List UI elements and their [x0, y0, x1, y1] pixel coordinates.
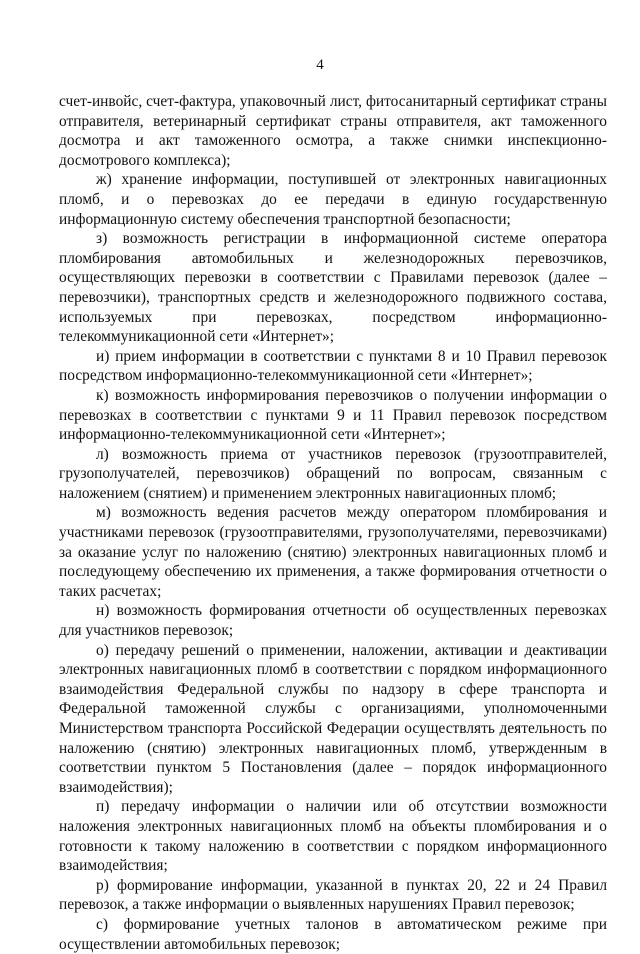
- paragraph: к) возможность информирования перевозчиков о получении информации о перевозках в соответствии с пунктами 9 и 11 Правил перевозок посредством информационно-телекоммуникационной сети «Интернет»;: [59, 386, 607, 444]
- paragraph: з) возможность регистрации в информационной системе оператора пломбирования автомобильных и железнодорожных перевозчиков, осуществляющих перевозки в соответствии с Правилами перевозок (далее – перевозчики), транспортных средств и железнодорожного подвижного состава, используемых при перевозках, посредством информационно-телекоммуникационной сети «Интернет»;: [59, 230, 607, 346]
- paragraph: ж) хранение информации, поступившей от электронных навигационных пломб, и о перевозках до ее передачи в единую государственную информационную систему обеспечения транспортной безопасности;: [59, 171, 607, 228]
- page-number: 4: [316, 57, 324, 73]
- paragraph: н) возможность формирования отчетности об осуществленных перевозках для участников перевозок;: [59, 602, 607, 640]
- paragraph: м) возможность ведения расчетов между оператором пломбирования и участниками перевозок (грузоотправителями, грузополучателями, перевозчиками) за оказание услуг по наложению (снятию) электронных навигационных пломб и последующему обеспечению их применения, а также формирования отчетности о таких расчетах;: [59, 504, 607, 600]
- paragraph: р) формирование информации, указанной в пунктах 20, 22 и 24 Правил перевозок, а также информации о выявленных нарушениях Правил перевозок;: [59, 876, 607, 914]
- paragraph: п) передачу информации о наличии или об отсутствии возможности наложения электронных навигационных пломб на объекты пломбирования и о готовности к такому наложению в соответствии с порядком информационного взаимодействия;: [59, 798, 607, 875]
- paragraph: с) формирование учетных талонов в автоматическом режиме при осуществлении автомобильных перевозок;: [59, 915, 607, 953]
- paragraph: л) возможность приема от участников перевозок (грузоотправителей, грузополучателей, перевозчиков) обращений по вопросам, связанным с наложением (снятием) и применением электронных навигационных пломб;: [59, 445, 607, 502]
- paragraph: счет-инвойс, счет-фактура, упаковочный лист, фитосанитарный сертификат страны отправителя, ветеринарный сертификат страны отправителя, акт таможенного досмотра и акт таможенного осмотра, а также снимки инспекционно-досмотрового комплекса);: [59, 93, 607, 169]
- document-body: [59, 92, 607, 954]
- paragraph: о) передачу решений о применении, наложении, активации и деактивации электронных навигационных пломб в соответствии с порядком информационного взаимодействия Федеральной службы по надзору в сфере транспорта и Федеральной таможенной службы с организациями, уполномоченными Министерством транспорта Российской Федерации осуществлять деятельность по наложению (снятию) электронных навигационных пломб, утвержденным в соответствии пунктом 5 Постановления (далее – порядок информационного взаимодействия);: [59, 641, 607, 796]
- paragraph: и) прием информации в соответствии с пунктами 8 и 10 Правил перевозок посредством информационно-телекоммуникационной сети «Интернет»;: [59, 347, 607, 385]
